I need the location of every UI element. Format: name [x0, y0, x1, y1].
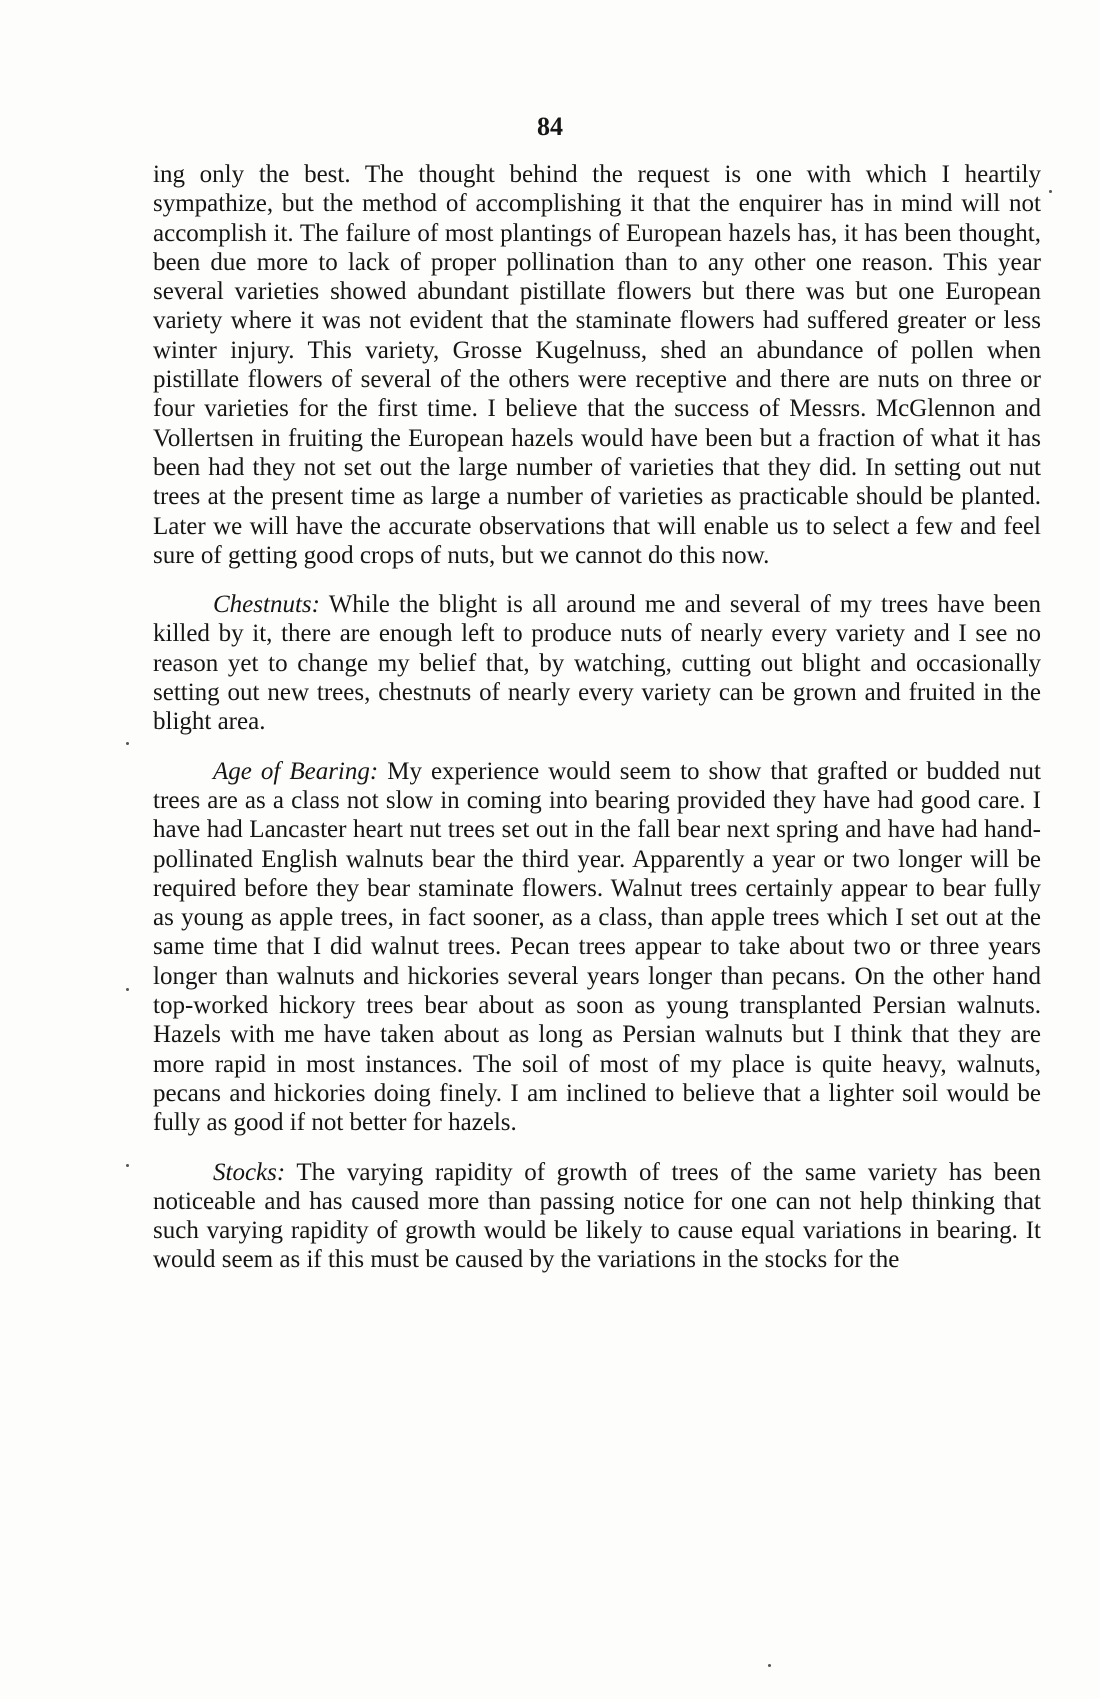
- scan-speck: [126, 742, 129, 745]
- scan-speck: [126, 988, 129, 991]
- paragraph-text: ing only the best. The thought behind the request is one with which I heartily sympathize, but the method of accomplishing it that the enquirer has in mind will not accomplish it. The failure of most plantings of European hazels has, it has been thought, been due more to lack of proper pollination than to any other one reason. This year several varieties showed abundant pistillate flowers but there was but one European variety where it was not evident that the staminate flowers had suffered greater or less winter injury. This variety, Grosse Kugelnuss, shed an abundance of pollen when pistillate flowers of several of the others were receptive and there are nuts on three or four varieties for the first time. I believe that the success of Messrs. McGlennon and Vollertsen in fruiting the European hazels would have been but a fraction of what it has been had they not set out the large number of varieties that they did. In setting out nut trees at the present time as large a number of varieties as practicable should be planted. Later we will have the accurate observations that will enable us to select a few and feel sure of getting good crops of nuts, but we cannot do this now.: [153, 161, 1041, 569]
- page-number: 84: [537, 112, 563, 141]
- paragraph-text: My experience would seem to show that grafted or budded nut trees are as a class not slow in coming into bearing provided they have had good care. I have had Lancaster heart nut trees set out in the fall bear next spring and have had hand-pollinated English walnuts bear the third year. Apparently a year or two longer will be required before they bear staminate flowers. Walnut trees certainly appear to bear fully as young as apple trees, in fact sooner, as a class, than apple trees which I set out at the same time that I did walnut trees. Pecan trees appear to take about two or three years longer than walnuts and hickories several years longer than pecans. On the other hand top-worked hickory trees bear about as soon as young transplanted Persian walnuts. Hazels with me have taken about as long as Persian walnuts but I think that they are more rapid in most instances. The soil of most of my place is quite heavy, walnuts, pecans and hickories doing finely. I am inclined to believe that a lighter soil would be fully as good if not better for hazels.: [153, 757, 1041, 1137]
- section-lead-age-of-bearing: Age of Bearing:: [213, 757, 379, 785]
- scan-speck: [1049, 190, 1052, 193]
- scan-speck: [126, 1164, 129, 1167]
- paragraph-stocks: [153, 1158, 1041, 1275]
- paragraph-age-of-bearing: [153, 757, 1041, 1138]
- paragraph-text: The varying rapidity of growth of trees of the same variety has been noticeable and has caused more than passing notice for one can not help thinking that such varying rapidity of growth would be likely to cause equal variations in bearing. It would seem as if this must be caused by the variations in the stocks for the: [153, 1158, 1041, 1274]
- section-lead-stocks: Stocks:: [213, 1158, 286, 1186]
- body-text: [153, 160, 1041, 1275]
- scan-speck: [768, 1664, 771, 1667]
- paragraph-continuation: [153, 160, 1041, 570]
- paragraph-chestnuts: [153, 590, 1041, 736]
- paragraph-text: While the blight is all around me and several of my trees have been killed by it, there are enough left to produce nuts of nearly every variety and I see no reason yet to change my belief that, by watching, cutting out blight and occasionally setting out new trees, chestnuts of nearly every variety can be grown and fruited in the blight area.: [153, 591, 1041, 736]
- section-lead-chestnuts: Chestnuts:: [213, 591, 320, 619]
